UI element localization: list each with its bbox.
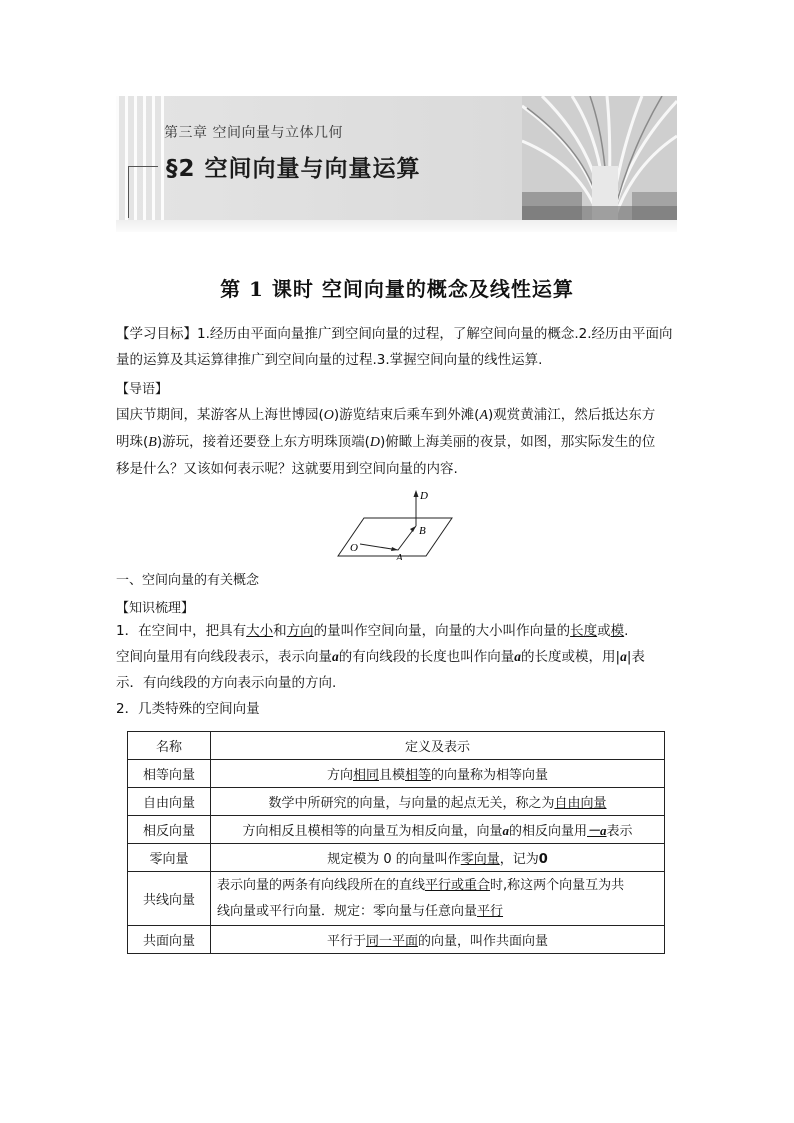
- row-definition: 数学中所研究的向量，与向量的起点无关，称之为自由向量: [211, 788, 665, 816]
- text: 2．几类特殊的空间向量: [116, 701, 260, 717]
- text: 的量叫作空间向量，向量的大小叫作向量的: [313, 623, 571, 639]
- intro-label: 【导语】: [116, 382, 169, 397]
- label-d: D: [420, 490, 428, 502]
- path-o-a-b: [360, 526, 416, 550]
- point-d: D: [369, 435, 381, 450]
- table-header-row: [128, 732, 665, 760]
- goals-label: 【学习目标】: [116, 326, 197, 342]
- text: 的长度或模，用|: [521, 649, 621, 665]
- table-row: [128, 926, 665, 954]
- concept-paragraph: [116, 618, 678, 722]
- point-a: A: [479, 408, 489, 423]
- row-definition: 方向相同且模相等的向量称为相等向量: [211, 760, 665, 788]
- table-row: [128, 872, 665, 926]
- vector-a: a: [514, 649, 521, 664]
- row-name: 共线向量: [128, 872, 211, 926]
- banner-stripes: [116, 96, 164, 220]
- section-title: §2 空间向量与向量运算: [166, 156, 421, 182]
- displacement-figure: [330, 488, 460, 560]
- intro-text: )游览结束后乘车到外滩(: [333, 407, 480, 423]
- text: |表: [626, 649, 645, 665]
- intro-text: )俯瞰上海美丽的夜景，如图，那实际发生的位: [380, 434, 656, 450]
- table-row: [128, 788, 665, 816]
- text: 空间向量用有向线段表示，表示向量: [116, 649, 332, 665]
- text: 1．在空间中，把具有: [116, 623, 247, 639]
- special-vectors-table: [127, 731, 665, 954]
- text: 或: [597, 623, 611, 639]
- underlined-term: 长度: [570, 623, 598, 639]
- table-row: [128, 816, 665, 844]
- label-a: A: [396, 552, 403, 560]
- section-heading: 一、空间向量的有关概念: [116, 573, 260, 588]
- lesson-title: 第 1 课时 空间向量的概念及线性运算: [220, 277, 574, 301]
- row-definition: 表示向量的两条有向线段所在的直线平行或重合时,称这两个向量互为共 线向量或平行向量．规定：零向量与任意向量平行: [211, 872, 665, 926]
- goals-line-1: 1.经历由平面向量推广到空间向量的过程，了解空间向量的概念.2.经历由平面向: [197, 326, 673, 342]
- row-name: 自由向量: [128, 788, 211, 816]
- header-definition: 定义及表示: [211, 732, 665, 760]
- header-name: 名称: [128, 732, 211, 760]
- arrow-head-a: [391, 547, 398, 551]
- banner-bracket: [128, 166, 158, 167]
- intro-text: 移是什么？又该如何表示呢？这就要用到空间向量的内容.: [116, 461, 458, 477]
- text: 的有向线段的长度也叫作向量: [338, 649, 515, 665]
- intro-text: )观赏黄浦江，然后抵达东方: [488, 407, 656, 423]
- table-row: [128, 760, 665, 788]
- intro-text: 明珠(: [116, 434, 149, 450]
- row-definition: 规定模为 0 的向量叫作零向量，记为0: [211, 844, 665, 872]
- banner-bracket-vertical: [128, 166, 129, 218]
- goals-line-2: 量的运算及其运算律推广到空间向量的过程.3.掌握空间向量的线性运算.: [116, 352, 543, 368]
- learning-goals: [116, 321, 678, 373]
- arrow-head-d: [414, 490, 419, 497]
- knowledge-label: 【知识梳理】: [116, 601, 195, 616]
- label-b: B: [419, 525, 426, 537]
- banner-shadow: [116, 220, 677, 232]
- table-row: [128, 844, 665, 872]
- row-name: 零向量: [128, 844, 211, 872]
- underlined-term: 方向: [286, 623, 314, 639]
- intro-text: )游玩，接着还要登上东方明珠顶端(: [156, 434, 370, 450]
- row-name: 相等向量: [128, 760, 211, 788]
- row-name: 相反向量: [128, 816, 211, 844]
- text: 和: [273, 623, 287, 639]
- vector-a: a: [332, 649, 339, 664]
- text: 示．有向线段的方向表示向量的方向.: [116, 675, 337, 691]
- row-definition: 方向相反且模相等的向量互为相反向量，向量a的相反向量用－a表示: [211, 816, 665, 844]
- label-o: O: [350, 542, 358, 554]
- underlined-term: 大小: [246, 623, 274, 639]
- row-definition: 平行于同一平面的向量，叫作共面向量: [211, 926, 665, 954]
- point-b: B: [148, 435, 157, 450]
- arrow-head-b: [410, 526, 416, 532]
- text: .: [624, 623, 629, 639]
- intro-text: 国庆节期间，某游客从上海世博园(: [116, 407, 324, 423]
- vector-a: a: [620, 649, 627, 664]
- point-o: O: [323, 408, 334, 423]
- underlined-term: 模: [610, 623, 625, 639]
- row-name: 共面向量: [128, 926, 211, 954]
- intro-paragraph: [116, 402, 678, 482]
- architecture-photo: [522, 96, 677, 220]
- chapter-title: 第三章 空间向量与立体几何: [164, 125, 343, 141]
